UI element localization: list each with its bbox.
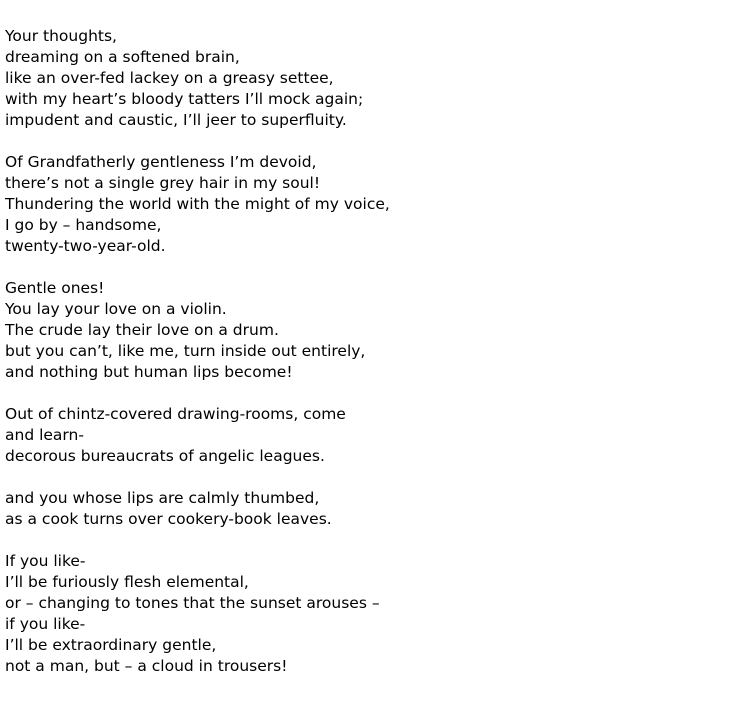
poem-line: I’ll be furiously flesh elemental, — [5, 573, 249, 591]
poem-line: with my heart’s bloody tatters I’ll mock again; — [5, 90, 364, 108]
poem-line: If you like- — [5, 552, 86, 570]
poem-line: dreaming on a softened brain, — [5, 48, 240, 66]
poem-line: Gentle ones! — [5, 279, 105, 297]
poem-line: like an over-fed lackey on a greasy settee, — [5, 69, 334, 87]
stanza-5 — [5, 488, 745, 530]
poem-line: and learn- — [5, 426, 84, 444]
poem-line: The crude lay their love on a drum. — [5, 321, 279, 339]
poem-line: I go by – handsome, — [5, 216, 162, 234]
poem-line: decorous bureaucrats of angelic leagues. — [5, 447, 325, 465]
poem-line: Of Grandfatherly gentleness I’m devoid, — [5, 153, 317, 171]
poem-line: twenty-two-year-old. — [5, 237, 166, 255]
stanza-3 — [5, 278, 745, 383]
poem-line: Out of chintz-covered drawing-rooms, come — [5, 405, 346, 423]
poem-line: and you whose lips are calmly thumbed, — [5, 489, 320, 507]
poem-text — [5, 26, 745, 698]
poem-line: Your thoughts, — [5, 27, 117, 45]
stanza-1 — [5, 26, 745, 131]
poem-line: but you can’t, like me, turn inside out entirely, — [5, 342, 366, 360]
stanza-6 — [5, 551, 745, 677]
poem-line: there’s not a single grey hair in my soul! — [5, 174, 321, 192]
poem-line: and nothing but human lips become! — [5, 363, 293, 381]
poem-line: impudent and caustic, I’ll jeer to superfluity. — [5, 111, 347, 129]
poem-line: I’ll be extraordinary gentle, — [5, 636, 217, 654]
poem-line: Thundering the world with the might of my voice, — [5, 195, 390, 213]
poem-line: You lay your love on a violin. — [5, 300, 227, 318]
stanza-2 — [5, 152, 745, 257]
poem-line: not a man, but – a cloud in trousers! — [5, 657, 288, 675]
poem-line: or – changing to tones that the sunset arouses – — [5, 594, 380, 612]
poem-line: if you like- — [5, 615, 86, 633]
stanza-4 — [5, 404, 745, 467]
poem-line: as a cook turns over cookery-book leaves. — [5, 510, 332, 528]
